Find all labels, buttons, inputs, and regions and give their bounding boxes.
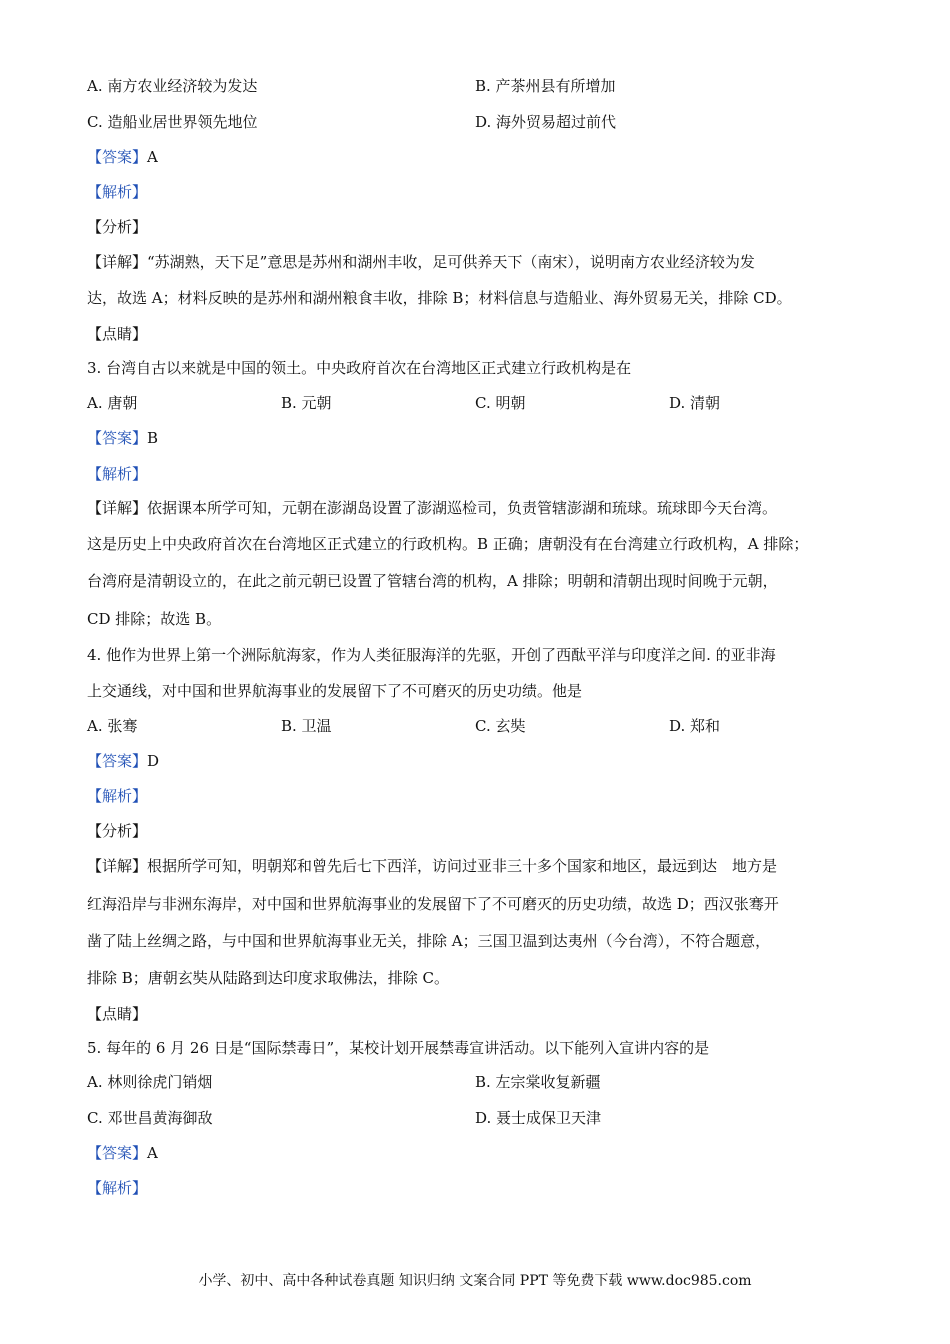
q2-dianjing-tag: 【点睛】 bbox=[87, 325, 148, 343]
q4-dianjing-tag: 【点睛】 bbox=[87, 1005, 148, 1023]
q5-option-b: B. 左宗棠收复新疆 bbox=[475, 1073, 601, 1091]
answer-tag: 【答案】 bbox=[87, 148, 148, 166]
q5-option-a: A. 林则徐虎门销烟 bbox=[87, 1073, 213, 1091]
q5-question: 5. 每年的 6 月 26 日是“国际禁毒日”，某校计划开展禁毒宣讲活动。以下能列入宣讲内容的是 bbox=[87, 1039, 710, 1057]
q3-detail-line-1 bbox=[87, 498, 862, 518]
answer-tag: 【答案】 bbox=[87, 429, 148, 447]
answer-value: A bbox=[147, 1144, 158, 1162]
q3-detail-line-3: 台湾府是清朝设立的，在此之前元朝已设置了管辖台湾的机构，A 排除；明朝和清朝出现时间晚于元朝， bbox=[87, 572, 778, 590]
page-footer: 小学、初中、高中各种试卷真题 知识归纳 文案合同 PPT 等免费下载 www.doc985.com bbox=[198, 1273, 752, 1289]
q3-option-a: A. 唐朝 bbox=[87, 394, 138, 412]
answer-tag: 【答案】 bbox=[87, 1144, 148, 1162]
q2-analysis-tag: 【解析】 bbox=[87, 183, 148, 201]
q2-option-a: A. 南方农业经济较为发达 bbox=[87, 77, 258, 95]
q4-option-d: D. 郑和 bbox=[669, 717, 721, 735]
q3-option-d: D. 清朝 bbox=[669, 394, 721, 412]
q2-option-d: D. 海外贸易超过前代 bbox=[475, 113, 617, 131]
q3-option-b: B. 元朝 bbox=[281, 394, 332, 412]
answer-value: A bbox=[147, 148, 158, 166]
q4-detail-line-3: 凿了陆上丝绸之路，与中国和世界航海事业无关，排除 A；三国卫温到达夷州（今台湾），不符合题意， bbox=[87, 932, 771, 950]
q3-question: 3. 台湾自古以来就是中国的领土。中央政府首次在台湾地区正式建立行政机构是在 bbox=[87, 359, 632, 377]
q2-detail-line-1 bbox=[87, 252, 862, 272]
detail-text: “苏湖熟，天下足”意思是苏州和湖州丰收，足可供养天下（南宋），说明南方农业经济较为发 bbox=[147, 253, 755, 271]
answer-value: D bbox=[147, 752, 160, 770]
q2-detail-line-2: 达，故选 A；材料反映的是苏州和湖州粮食丰收，排除 B；材料信息与造船业、海外贸易无关，排除 CD。 bbox=[87, 289, 792, 307]
q5-option-d: D. 聂士成保卫天津 bbox=[475, 1109, 602, 1127]
q2-answer bbox=[87, 147, 862, 167]
answer-tag: 【答案】 bbox=[87, 752, 148, 770]
q4-answer bbox=[87, 751, 862, 771]
q2-fenxi-tag: 【分析】 bbox=[87, 218, 148, 236]
detail-text: 根据所学可知，明朝郑和曾先后七下西洋，访问过亚非三十多个国家和地区，最远到达 地方是 bbox=[147, 857, 778, 875]
q3-answer bbox=[87, 428, 862, 448]
q4-option-b: B. 卫温 bbox=[281, 717, 332, 735]
q5-analysis-tag: 【解析】 bbox=[87, 1179, 148, 1197]
q3-detail-line-2: 这是历史上中央政府首次在台湾地区正式建立的行政机构。B 正确；唐朝没有在台湾建立行政机构，A 排除； bbox=[87, 535, 809, 553]
q2-option-c: C. 造船业居世界领先地位 bbox=[87, 113, 258, 131]
q3-detail-line-4: CD 排除；故选 B。 bbox=[87, 610, 222, 628]
q4-fenxi-tag: 【分析】 bbox=[87, 822, 148, 840]
q5-option-c: C. 邓世昌黄海御敌 bbox=[87, 1109, 213, 1127]
detail-tag: 【详解】 bbox=[87, 857, 148, 875]
q5-answer bbox=[87, 1143, 862, 1163]
q4-question-line-1: 4. 他作为世界上第一个洲际航海家，作为人类征服海洋的先驱，开创了西酞平洋与印度洋之间. 的亚非海 bbox=[87, 646, 776, 664]
q3-option-c: C. 明朝 bbox=[475, 394, 526, 412]
q4-question-line-2: 上交通线，对中国和世界航海事业的发展留下了不可磨灭的历史功绩。他是 bbox=[87, 682, 583, 700]
q4-detail-line-2: 红海沿岸与非洲东海岸，对中国和世界航海事业的发展留下了不可磨灭的历史功绩，故选 D；西汉张骞开 bbox=[87, 895, 779, 913]
answer-value: B bbox=[147, 429, 159, 447]
q4-option-a: A. 张骞 bbox=[87, 717, 138, 735]
q4-detail-line-4: 排除 B；唐朝玄奘从陆路到达印度求取佛法，排除 C。 bbox=[87, 969, 450, 987]
detail-tag: 【详解】 bbox=[87, 499, 148, 517]
q4-detail-line-1 bbox=[87, 856, 862, 876]
q3-analysis-tag: 【解析】 bbox=[87, 465, 148, 483]
q4-analysis-tag: 【解析】 bbox=[87, 787, 148, 805]
q4-option-c: C. 玄奘 bbox=[475, 717, 526, 735]
detail-tag: 【详解】 bbox=[87, 253, 148, 271]
detail-text: 依据课本所学可知，元朝在澎湖岛设置了澎湖巡检司，负责管辖澎湖和琉球。琉球即今天台湾。 bbox=[147, 499, 778, 517]
q2-option-b: B. 产茶州县有所增加 bbox=[475, 77, 616, 95]
